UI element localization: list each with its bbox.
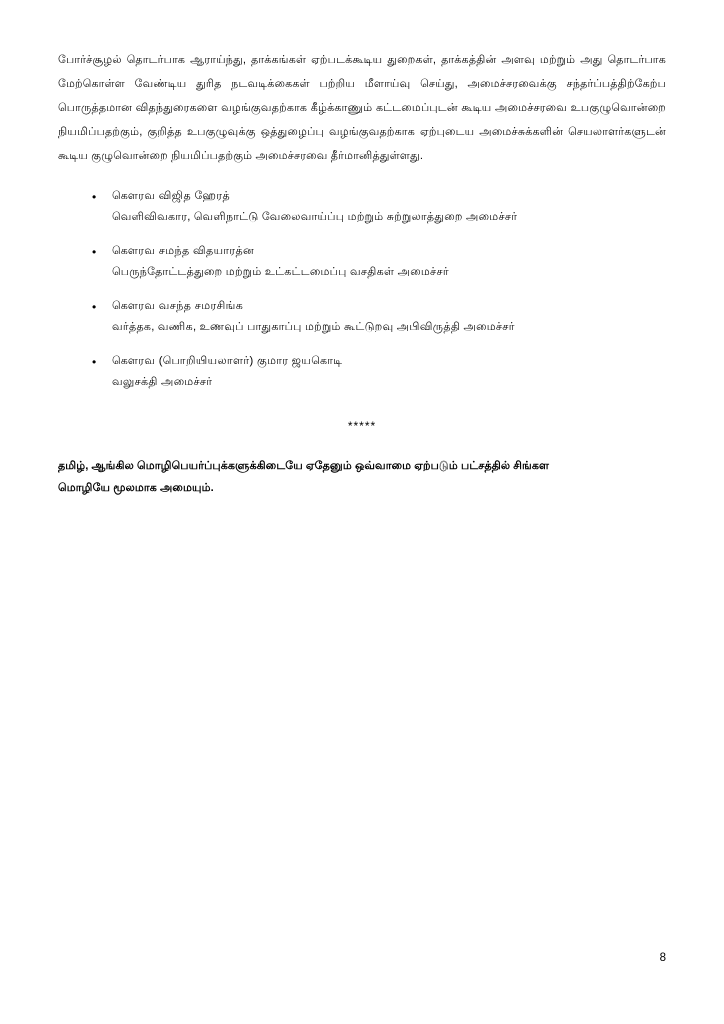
footnote-line-2: மொழியே மூலமாக அமையும். <box>58 482 214 494</box>
member-title: பெருந்தோட்டத்துறை மற்றும் உட்கட்டமைப்பு வசதிகள் அமைச்சர் <box>112 266 449 278</box>
body-paragraph: போர்ச்சூழல் தொடர்பாக ஆராய்ந்து, தாக்கங்கள் ஏற்படக்கூடிய துறைகள், தாக்கத்தின் அளவு மற்றும் அது தொடர்பாக மேற்கொள்ள வேண்டிய துரித நடவடிக்கைகள் பற்றிய மீளாய்வு செய்து, அமைச்சரவைக்கு சந்தர்ப்பத்திற்கேற்ப பொருத்தமான விதந்துரைகளை வழங்குவதற்காக கீழ்க்காணும் கட்டமைப்புடன் கூடிய அமைச்சரவை உபகுழுவொன்றை நியமிப்பதற்கும், குறித்த உபகுழுவுக்கு ஒத்துழைப்பு வழங்குவதற்காக ஏற்புடைய அமைச்சுக்களின் செயலாளர்களுடன் கூடிய குழுவொன்றை நியமிப்பதற்கும் அமைச்சரவை தீர்மானித்துள்ளது. <box>58 54 666 162</box>
section-separator: ***** <box>347 419 377 433</box>
footnote-line-1: தமிழ், ஆங்கில மொழிபெயர்ப்புக்களுக்கிடையே ஏதேனும் ஒவ்வாமை ஏற்படும் பட்சத்தில் சிங்கள <box>58 460 550 472</box>
language-footnote <box>58 455 666 499</box>
document-content <box>58 48 666 499</box>
bullet-icon: • <box>92 190 97 204</box>
list-item <box>58 186 666 228</box>
member-title: வர்த்தக, வணிக, உணவுப் பாதுகாப்பு மற்றும் கூட்டுறவு அபிவிருத்தி அமைச்சர் <box>112 321 515 333</box>
member-title: வலுசக்தி அமைச்சர் <box>112 376 213 388</box>
member-name: கௌரவ சமந்த விதயாரத்ன <box>112 245 255 257</box>
bullet-icon: • <box>92 245 97 259</box>
list-item <box>58 296 666 338</box>
member-name: கௌரவ வசந்த சமரசிங்க <box>112 300 244 312</box>
member-title: வெளிவிவகார, வெளிநாட்டு வேலைவாய்ப்பு மற்றும் சுற்றுலாத்துறை அமைச்சர் <box>112 211 518 223</box>
list-item <box>58 351 666 393</box>
bullet-icon: • <box>92 355 97 369</box>
minister-list <box>58 186 666 393</box>
member-name: கௌரவ (பொறியியலாளர்) குமார ஜயகொடி <box>112 355 343 367</box>
list-item <box>58 241 666 283</box>
page-number: 8 <box>659 952 666 964</box>
bullet-icon: • <box>92 300 97 314</box>
member-name: கௌரவ விஜித ஹேரத் <box>112 190 231 202</box>
